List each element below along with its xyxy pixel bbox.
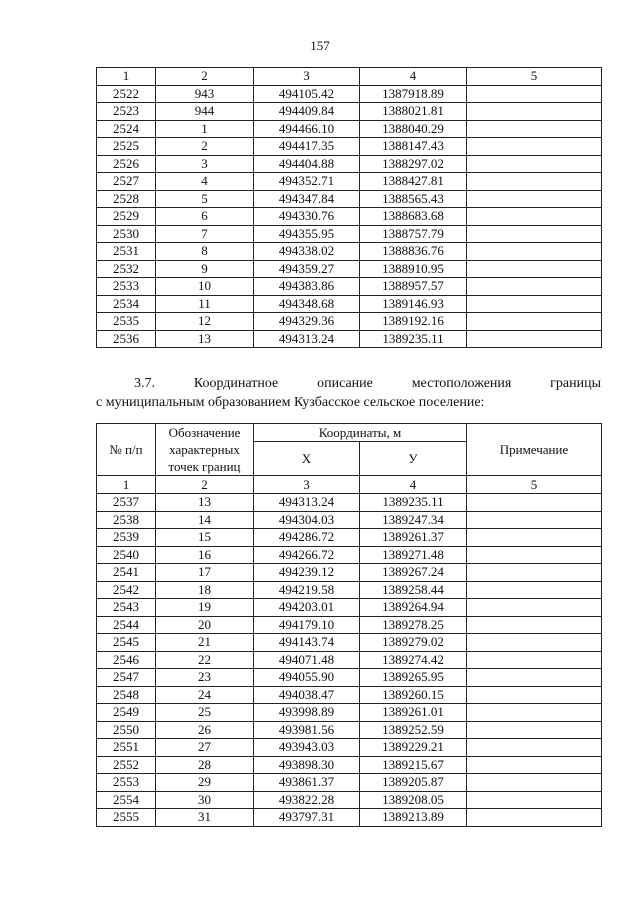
table-cell: 2541 [97,564,156,582]
table-cell: 1389205.87 [360,774,467,792]
table-cell: 1388683.68 [360,208,467,226]
table-row [97,313,602,331]
section-heading-line-1 [96,374,601,393]
table-row [97,103,602,121]
header-designation-line: Обозначение [168,425,241,440]
table-cell: 1388427.81 [360,173,467,191]
table-cell: 1388757.79 [360,225,467,243]
table-cell: 2530 [97,225,156,243]
table-cell: 2 [156,138,254,156]
table-cell: 8 [156,243,254,261]
header-coordinates: Координаты, м [254,424,467,442]
table-cell: 2525 [97,138,156,156]
table-cell [467,599,602,617]
table-cell: 3 [156,155,254,173]
table-cell [467,704,602,722]
table-cell: 2551 [97,739,156,757]
table-cell: 1389213.89 [360,809,467,827]
table-cell: 1389278.25 [360,616,467,634]
table-row [97,260,602,278]
table-cell: 1389261.01 [360,704,467,722]
table-cell: 1388147.43 [360,138,467,156]
table-cell: 1388040.29 [360,120,467,138]
table-cell [467,494,602,512]
table-cell: 1389252.59 [360,721,467,739]
table-cell: 1389279.02 [360,634,467,652]
table-cell: 15 [156,529,254,547]
table-cell: 494055.90 [254,669,360,687]
column-number-row [97,68,602,86]
table-cell [467,243,602,261]
table-cell [467,651,602,669]
table-row [97,686,602,704]
table-cell: 19 [156,599,254,617]
table-cell: 10 [156,278,254,296]
section-heading [96,374,601,412]
table-cell: 493861.37 [254,774,360,792]
table-row [97,616,602,634]
table-cell: 493998.89 [254,704,360,722]
table-cell: 494266.72 [254,546,360,564]
table-cell: 494304.03 [254,511,360,529]
table-cell: 1389235.11 [360,494,467,512]
table-cell: 2539 [97,529,156,547]
table-cell: 2527 [97,173,156,191]
table-cell [467,791,602,809]
header-x: Х [254,442,360,476]
coordinates-table-kuzbass [96,423,602,827]
table-cell: 2529 [97,208,156,226]
table-cell: 1388021.81 [360,103,467,121]
table-cell: 2537 [97,494,156,512]
table-cell: 494329.36 [254,313,360,331]
table-cell: 943 [156,85,254,103]
section-number: 3.7. [134,376,155,391]
table-cell: 494143.74 [254,634,360,652]
column-number-cell: 1 [97,476,156,494]
table-cell: 1389261.37 [360,529,467,547]
table-cell: 493822.28 [254,791,360,809]
header-designation [156,424,254,476]
table-cell: 2522 [97,85,156,103]
table-cell: 31 [156,809,254,827]
table-cell: 494409.84 [254,103,360,121]
table-cell: 2524 [97,120,156,138]
column-number-cell: 4 [360,68,467,86]
table-cell: 494313.24 [254,330,360,348]
table-cell: 22 [156,651,254,669]
table-cell [467,208,602,226]
table-cell: 2552 [97,756,156,774]
table-cell: 2548 [97,686,156,704]
table-cell: 494071.48 [254,651,360,669]
table-row [97,739,602,757]
table-cell: 2543 [97,599,156,617]
table-cell: 4 [156,173,254,191]
table-cell: 494355.95 [254,225,360,243]
table-cell: 18 [156,581,254,599]
table-row [97,85,602,103]
table-row [97,546,602,564]
table-cell [467,546,602,564]
coordinates-table-continued [96,67,602,348]
table-cell [467,173,602,191]
header-number: № п/п [97,424,156,476]
table-cell: 1389271.48 [360,546,467,564]
heading-word: описание [317,376,373,391]
table-cell: 494038.47 [254,686,360,704]
column-number-cell: 5 [467,68,602,86]
table-row [97,120,602,138]
table-cell: 494383.86 [254,278,360,296]
table-cell: 494313.24 [254,494,360,512]
table-row [97,651,602,669]
table-cell [467,511,602,529]
table-cell: 30 [156,791,254,809]
heading-word: границы [550,376,601,391]
table-cell: 1388957.57 [360,278,467,296]
table-cell: 2547 [97,669,156,687]
heading-word: Координатное [193,376,279,391]
table-cell [467,564,602,582]
table-row [97,581,602,599]
table-cell: 2554 [97,791,156,809]
table-cell [467,295,602,313]
table-cell: 1389215.67 [360,756,467,774]
table-cell: 2531 [97,243,156,261]
header-note: Примечание [467,424,602,476]
table-cell [467,581,602,599]
table-cell: 1389264.94 [360,599,467,617]
table-cell: 494338.02 [254,243,360,261]
table-cell: 1389146.93 [360,295,467,313]
table-body [97,85,602,348]
heading-word: местоположения [411,376,512,391]
table-row [97,173,602,191]
table-cell: 2542 [97,581,156,599]
table-row [97,564,602,582]
table-cell: 2538 [97,511,156,529]
table-cell [467,774,602,792]
table-cell: 493981.56 [254,721,360,739]
table-cell: 1389260.15 [360,686,467,704]
table-cell [467,190,602,208]
table-row [97,190,602,208]
table-cell: 494466.10 [254,120,360,138]
table-cell: 2526 [97,155,156,173]
table-cell [467,313,602,331]
table-cell [467,120,602,138]
table-cell: 2550 [97,721,156,739]
column-number-cell: 5 [467,476,602,494]
table-row [97,599,602,617]
table-body [97,494,602,827]
table-cell: 494219.58 [254,581,360,599]
table-row [97,511,602,529]
table-cell [467,225,602,243]
table-row [97,529,602,547]
table-cell: 494286.72 [254,529,360,547]
table-cell [467,278,602,296]
table-cell: 494404.88 [254,155,360,173]
column-number-cell: 1 [97,68,156,86]
table-cell [467,330,602,348]
table-cell [467,529,602,547]
table-cell: 1387918.89 [360,85,467,103]
table-cell: 2535 [97,313,156,331]
table-cell: 1388297.02 [360,155,467,173]
table-cell [467,634,602,652]
header-designation-line: точек границ [168,459,241,474]
table-row [97,809,602,827]
header-row-top [97,424,602,442]
table-cell: 493943.03 [254,739,360,757]
table-cell: 12 [156,313,254,331]
table-cell: 5 [156,190,254,208]
table-cell: 1389274.42 [360,651,467,669]
table-cell: 1389235.11 [360,330,467,348]
table-cell [467,809,602,827]
column-number-row [97,476,602,494]
table-row [97,138,602,156]
table-cell: 7 [156,225,254,243]
column-number-cell: 2 [156,476,254,494]
header-y: У [360,442,467,476]
table-cell: 1388836.76 [360,243,467,261]
table-row [97,669,602,687]
table-cell: 16 [156,546,254,564]
table-cell: 1388565.43 [360,190,467,208]
page-number: 157 [310,38,330,53]
column-number-cell: 4 [360,476,467,494]
table-cell: 1389267.24 [360,564,467,582]
table-cell: 28 [156,756,254,774]
table-cell: 1389258.44 [360,581,467,599]
table-cell: 2546 [97,651,156,669]
table-cell: 26 [156,721,254,739]
table-cell: 1389265.95 [360,669,467,687]
table-cell: 2523 [97,103,156,121]
section-heading-line-2: с муниципальным образованием Кузбасское сельское поселение: [96,395,485,410]
table-cell: 494347.84 [254,190,360,208]
table-cell: 23 [156,669,254,687]
table-cell [467,103,602,121]
table-row [97,494,602,512]
table-cell [467,669,602,687]
table-cell: 494179.10 [254,616,360,634]
table-cell: 11 [156,295,254,313]
table-cell: 6 [156,208,254,226]
table-cell: 493797.31 [254,809,360,827]
column-number-cell: 2 [156,68,254,86]
table-cell [467,756,602,774]
table-row [97,756,602,774]
table-cell: 2553 [97,774,156,792]
table-cell: 493898.30 [254,756,360,774]
table-cell: 27 [156,739,254,757]
table-cell: 24 [156,686,254,704]
column-number-cell: 3 [254,68,360,86]
table-cell: 1389192.16 [360,313,467,331]
table-cell [467,739,602,757]
table-cell: 494105.42 [254,85,360,103]
table-cell: 2536 [97,330,156,348]
table-cell: 13 [156,494,254,512]
table-cell: 21 [156,634,254,652]
table-cell [467,85,602,103]
table-cell: 14 [156,511,254,529]
table-cell: 13 [156,330,254,348]
table-cell [467,721,602,739]
table-cell: 2534 [97,295,156,313]
table-cell: 17 [156,564,254,582]
table-cell: 2532 [97,260,156,278]
table-cell: 2544 [97,616,156,634]
table-cell: 25 [156,704,254,722]
table-cell: 494239.12 [254,564,360,582]
table-cell [467,260,602,278]
table-cell: 494203.01 [254,599,360,617]
table-cell [467,616,602,634]
table-cell: 1389247.34 [360,511,467,529]
table-cell: 2540 [97,546,156,564]
table-cell [467,138,602,156]
table-cell: 29 [156,774,254,792]
table-cell: 1 [156,120,254,138]
table-cell: 2549 [97,704,156,722]
table-cell: 20 [156,616,254,634]
table-cell: 494352.71 [254,173,360,191]
table-row [97,225,602,243]
table-cell: 494359.27 [254,260,360,278]
table-cell: 494348.68 [254,295,360,313]
table-cell: 2545 [97,634,156,652]
table-row [97,704,602,722]
table-cell: 2528 [97,190,156,208]
table-row [97,721,602,739]
table-row [97,155,602,173]
table-row [97,634,602,652]
table-cell: 494330.76 [254,208,360,226]
table-cell [467,686,602,704]
table-row [97,295,602,313]
table-row [97,208,602,226]
table-cell: 1389229.21 [360,739,467,757]
table-cell: 9 [156,260,254,278]
table-cell: 494417.35 [254,138,360,156]
table-cell [467,155,602,173]
table-cell: 944 [156,103,254,121]
column-number-cell: 3 [254,476,360,494]
table-row [97,774,602,792]
table-row [97,278,602,296]
table-row [97,243,602,261]
header-designation-line: характерных [169,442,240,457]
table-row [97,791,602,809]
table-cell: 2555 [97,809,156,827]
table-row [97,330,602,348]
table-cell: 1388910.95 [360,260,467,278]
table-cell: 2533 [97,278,156,296]
table-cell: 1389208.05 [360,791,467,809]
